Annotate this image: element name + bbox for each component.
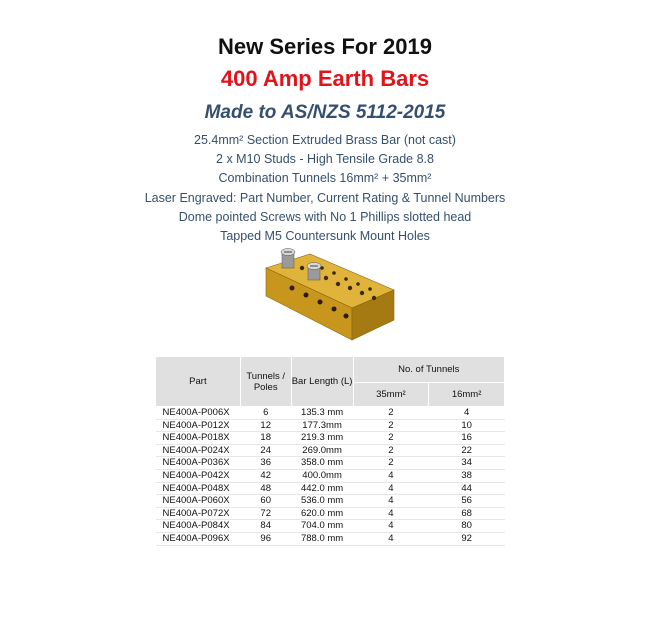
spec-line: 2 x M10 Studs - High Tensile Grade 8.8	[216, 152, 434, 167]
cell-length: 400.0mm	[291, 469, 353, 482]
cell-16mm: 80	[429, 520, 505, 533]
spec-line: 25.4mm² Section Extruded Brass Bar (not cast)	[194, 133, 456, 147]
cell-tunnels: 60	[240, 495, 291, 508]
table-row	[156, 495, 505, 508]
cell-part: NE400A-P012X	[156, 419, 241, 432]
spec-line: Tapped M5 Countersunk Mount Holes	[220, 228, 430, 243]
cell-tunnels: 18	[240, 432, 291, 445]
cell-35mm: 4	[353, 469, 429, 482]
cell-length: 219.3 mm	[291, 432, 353, 445]
cell-16mm: 34	[429, 457, 505, 470]
heading-standard: Made to AS/NZS 5112-2015	[204, 102, 446, 123]
table-row	[156, 419, 505, 432]
cell-tunnels: 24	[240, 444, 291, 457]
part-table	[155, 356, 505, 546]
header-35mm: 35mm²	[353, 383, 429, 407]
table-row	[156, 444, 505, 457]
cell-35mm: 2	[353, 407, 429, 420]
cell-35mm: 2	[353, 444, 429, 457]
table-row	[156, 469, 505, 482]
spec-line: Combination Tunnels 16mm² + 35mm²	[218, 171, 432, 186]
spec-list	[0, 131, 650, 246]
header-16mm: 16mm²	[429, 383, 505, 407]
cell-tunnels: 84	[240, 520, 291, 533]
table-row	[156, 457, 505, 470]
cell-length: 620.0 mm	[291, 507, 353, 520]
spec-line: Laser Engraved: Part Number, Current Rating & Tunnel Numbers	[144, 190, 506, 205]
cell-16mm: 16	[429, 432, 505, 445]
cell-part: NE400A-P084X	[156, 520, 241, 533]
cell-35mm: 4	[353, 507, 429, 520]
cell-length: 536.0 mm	[291, 495, 353, 508]
cell-tunnels: 42	[240, 469, 291, 482]
cell-35mm: 4	[353, 482, 429, 495]
cell-tunnels: 36	[240, 457, 291, 470]
cell-part: NE400A-P036X	[156, 457, 241, 470]
table-row	[156, 520, 505, 533]
header-part: Part	[156, 357, 241, 407]
header-tunnels-poles: Tunnels / Poles	[240, 357, 291, 407]
cell-35mm: 2	[353, 432, 429, 445]
cell-35mm: 4	[353, 532, 429, 545]
table-row	[156, 482, 505, 495]
heading-new-series: New Series For 2019	[217, 34, 432, 59]
table-row	[156, 532, 505, 545]
cell-16mm: 22	[429, 444, 505, 457]
cell-length: 269.0mm	[291, 444, 353, 457]
cell-35mm: 4	[353, 495, 429, 508]
cell-35mm: 2	[353, 419, 429, 432]
cell-35mm: 2	[353, 457, 429, 470]
cell-16mm: 92	[429, 532, 505, 545]
cell-16mm: 68	[429, 507, 505, 520]
cell-16mm: 56	[429, 495, 505, 508]
spec-line: Dome pointed Screws with No 1 Phillips slotted head	[178, 209, 472, 224]
header-no-of-tunnels: No. of Tunnels	[353, 357, 504, 383]
cell-part: NE400A-P060X	[156, 495, 241, 508]
cell-tunnels: 96	[240, 532, 291, 545]
cell-part: NE400A-P072X	[156, 507, 241, 520]
cell-16mm: 38	[429, 469, 505, 482]
cell-length: 358.0 mm	[291, 457, 353, 470]
cell-tunnels: 6	[240, 407, 291, 420]
cell-16mm: 44	[429, 482, 505, 495]
cell-35mm: 4	[353, 520, 429, 533]
cell-tunnels: 12	[240, 419, 291, 432]
cell-length: 177.3mm	[291, 419, 353, 432]
brass-earth-bar-image	[262, 246, 398, 342]
cell-length: 704.0 mm	[291, 520, 353, 533]
cell-tunnels: 72	[240, 507, 291, 520]
cell-part: NE400A-P024X	[156, 444, 241, 457]
cell-16mm: 4	[429, 407, 505, 420]
table-row	[156, 507, 505, 520]
cell-tunnels: 48	[240, 482, 291, 495]
cell-length: 788.0 mm	[291, 532, 353, 545]
cell-part: NE400A-P006X	[156, 407, 241, 420]
header-bar-length: Bar Length (L)	[291, 357, 353, 407]
cell-part: NE400A-P048X	[156, 482, 241, 495]
cell-length: 135.3 mm	[291, 407, 353, 420]
cell-part: NE400A-P042X	[156, 469, 241, 482]
cell-16mm: 10	[429, 419, 505, 432]
table-row	[156, 432, 505, 445]
cell-part: NE400A-P018X	[156, 432, 241, 445]
heading-product-name: 400 Amp Earth Bars	[220, 66, 430, 91]
cell-length: 442.0 mm	[291, 482, 353, 495]
cell-part: NE400A-P096X	[156, 532, 241, 545]
table-row	[156, 407, 505, 420]
